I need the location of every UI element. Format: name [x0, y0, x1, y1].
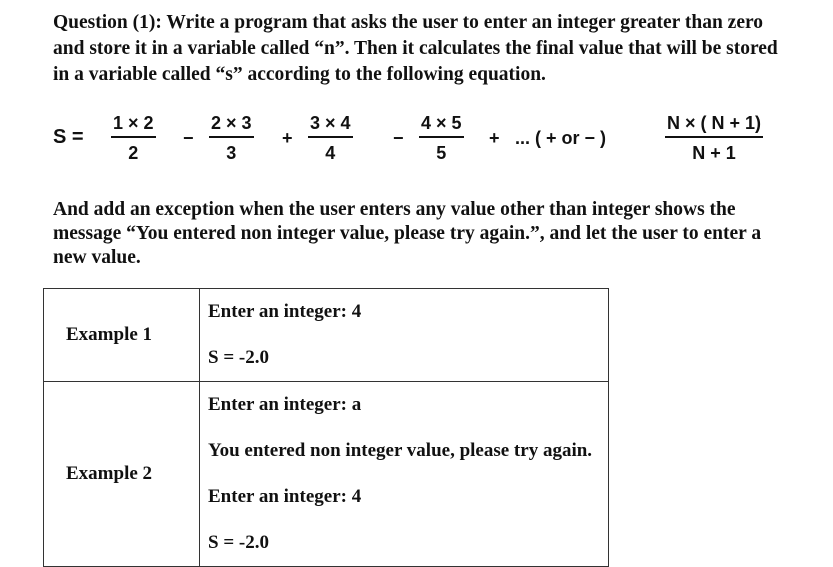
- term-denominator: 2: [128, 143, 139, 163]
- operator-plus: +: [282, 128, 293, 148]
- output-line: You entered non integer value, please try again.: [208, 440, 593, 461]
- example-output: [200, 289, 609, 382]
- output-line: Enter an integer: a: [208, 394, 362, 415]
- table-row: [44, 289, 609, 382]
- exception-line: new value.: [53, 247, 141, 268]
- term-denominator: N + 1: [692, 143, 736, 163]
- term-numerator: 4 × 5: [421, 113, 462, 133]
- term-denominator: 5: [436, 143, 447, 163]
- equation-term-2: [209, 112, 254, 164]
- term-numerator: N × ( N + 1): [667, 113, 762, 133]
- operator-minus: −: [183, 128, 194, 148]
- exception-line: message “You entered non integer value, please try again.”, and let the user to enter a: [53, 223, 762, 244]
- fraction-bar: [111, 136, 156, 138]
- exception-text: [53, 198, 813, 270]
- fraction-bar: [665, 136, 763, 138]
- term-denominator: 4: [325, 143, 336, 163]
- equation-ellipsis: ... ( + or − ): [515, 128, 607, 148]
- table-row: [44, 382, 609, 567]
- output-line: S = -2.0: [208, 532, 269, 553]
- output-line: Enter an integer: 4: [208, 301, 362, 322]
- term-numerator: 3 × 4: [310, 113, 351, 133]
- question-line: in a variable called “s” according to the following equation.: [53, 64, 546, 85]
- term-numerator: 2 × 3: [211, 113, 252, 133]
- equation-lhs: S =: [53, 126, 84, 148]
- fraction-bar: [308, 136, 353, 138]
- operator-plus: +: [489, 128, 500, 148]
- question-line: Question (1): Write a program that asks the user to enter an integer greater than zero: [53, 12, 764, 33]
- example-label: Example 2: [44, 382, 200, 567]
- equation-term-3: [308, 112, 353, 164]
- equation-term-4: [419, 112, 464, 164]
- example-output: [200, 382, 609, 567]
- question-line: and store it in a variable called “n”. Then it calculates the final value that will be stored: [53, 38, 778, 59]
- fraction-bar: [419, 136, 464, 138]
- term-numerator: 1 × 2: [113, 113, 154, 133]
- question-text: [53, 10, 813, 88]
- operator-minus: −: [393, 128, 404, 148]
- output-line: Enter an integer: 4: [208, 486, 362, 507]
- examples-table: [43, 288, 609, 567]
- example-label: Example 1: [44, 289, 200, 382]
- term-denominator: 3: [226, 143, 237, 163]
- equation: [53, 112, 813, 174]
- output-line: S = -2.0: [208, 347, 269, 368]
- equation-last-term: [665, 112, 763, 164]
- fraction-bar: [209, 136, 254, 138]
- exception-line: And add an exception when the user enters any value other than integer shows the: [53, 199, 736, 220]
- equation-term-1: [111, 112, 156, 164]
